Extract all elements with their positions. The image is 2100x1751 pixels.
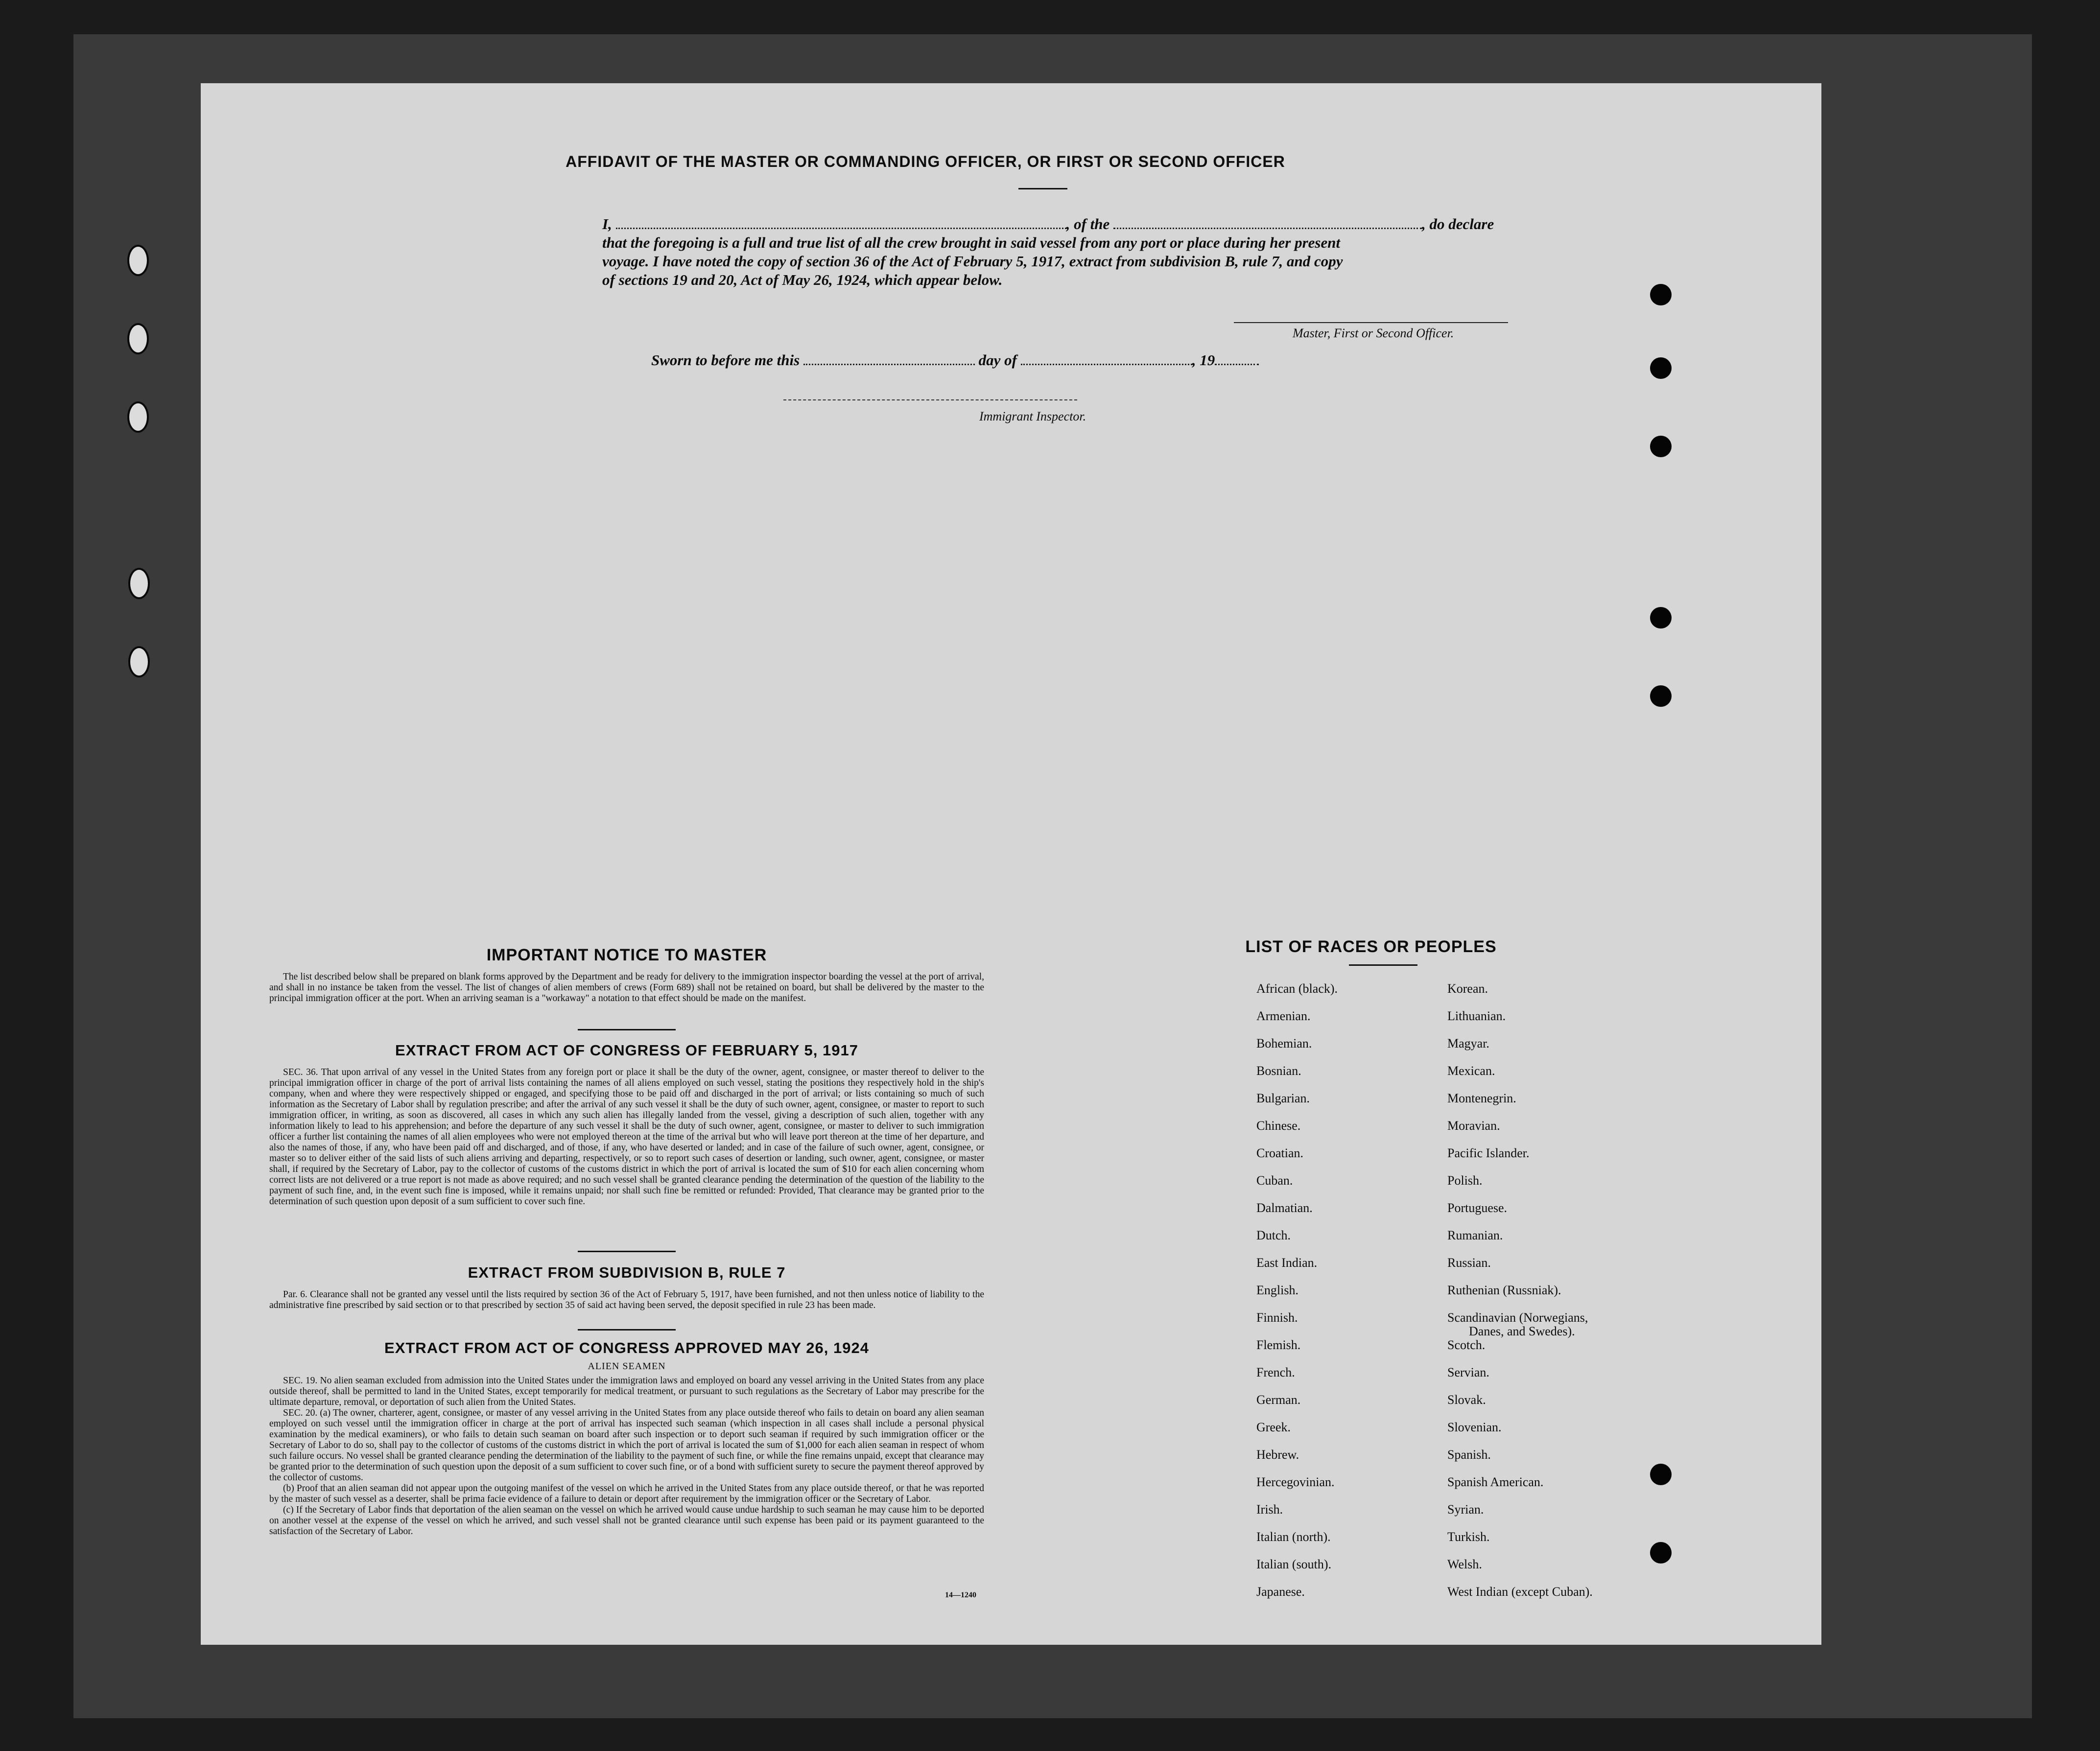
title-underline xyxy=(1018,188,1067,189)
sec-20c-paragraph: (c) If the Secretary of Labor finds that deportation of the alien seaman on the vessel on which he arrived would cause undue hardship to such seaman he may cause him to be deported on another vessel at the expense of the vessel on which he arrived, and such vessel shall not be granted clearance until such expense has been paid or its payment guaranteed to the satisfaction of the Secretary of Labor. xyxy=(269,1505,984,1537)
punch-hole xyxy=(1650,607,1672,629)
manifest-page xyxy=(201,83,1821,1645)
race-item: Russian. xyxy=(1447,1256,1491,1270)
race-item: Ruthenian (Russniak). xyxy=(1447,1283,1561,1297)
i-label: I, xyxy=(602,215,612,233)
race-item: Bosnian. xyxy=(1256,1064,1301,1078)
punch-hole xyxy=(1650,357,1672,379)
day-of-label: day of xyxy=(978,351,1017,369)
section-divider xyxy=(578,1029,676,1030)
sworn-label: Sworn to before me this xyxy=(651,351,800,369)
month-blank[interactable] xyxy=(1021,352,1192,365)
form-number: 14—1240 xyxy=(945,1591,976,1599)
affidavit-line-1: that the foregoing is a full and true list of all the crew brought in said vessel from any port or place during her present xyxy=(602,234,1341,251)
binder-hole xyxy=(128,646,150,677)
affidavit-declaration-line xyxy=(602,215,1494,233)
name-blank[interactable] xyxy=(616,216,1066,229)
race-item: Slovenian. xyxy=(1447,1420,1502,1434)
alien-seamen-subtitle: ALIEN SEAMEN xyxy=(588,1361,666,1372)
par-6-paragraph: Par. 6. Clearance shall not be granted any vessel until the lists required by section 36 of the Act of February 5, 1917, have been furnished, and not then unless notice of liability to the administrative fine prescribed by said section or to that prescribed by section 35 of said act having been served, the deposit specified in rule 23 has been made. xyxy=(269,1289,984,1310)
extract-1917-text xyxy=(269,1067,984,1207)
race-item: Finnish. xyxy=(1256,1310,1298,1325)
race-item: Chinese. xyxy=(1256,1119,1301,1133)
affidavit-title: AFFIDAVIT OF THE MASTER OR COMMANDING OFFICER, OR FIRST OR SECOND OFFICER xyxy=(566,153,1285,170)
binder-hole xyxy=(127,401,149,433)
race-item: Armenian. xyxy=(1256,1009,1311,1023)
inspector-signature-label: Immigrant Inspector. xyxy=(979,409,1086,423)
master-signature-line[interactable] xyxy=(1234,322,1508,323)
race-item: Slovak. xyxy=(1447,1393,1486,1407)
race-item: Rumanian. xyxy=(1447,1228,1503,1242)
race-item: Irish. xyxy=(1256,1502,1283,1517)
race-item: African (black). xyxy=(1256,981,1338,996)
race-item: Greek. xyxy=(1256,1420,1291,1434)
sec-19-paragraph: SEC. 19. No alien seaman excluded from admission into the United States under the immigration laws and employed on board any vessel arriving in the United States from any place outside thereof, shall be permitted to land in the United States, except temporarily for medical treatment, or pursuant to such regulations as the Secretary of Labor may prescribe for the ultimate departure, removal, or deportation of such alien from the United States. xyxy=(269,1376,984,1407)
race-item: Montenegrin. xyxy=(1447,1091,1516,1105)
race-item: Scandinavian (Norwegians, xyxy=(1447,1310,1588,1325)
race-item: German. xyxy=(1256,1393,1301,1407)
race-item: Bohemian. xyxy=(1256,1036,1312,1051)
race-item: Korean. xyxy=(1447,981,1488,996)
year-blank[interactable] xyxy=(1215,352,1259,365)
race-item: Scotch. xyxy=(1447,1338,1486,1352)
race-item: Dalmatian. xyxy=(1256,1201,1313,1215)
do-declare-label: , do declare xyxy=(1422,215,1494,233)
race-item: Bulgarian. xyxy=(1256,1091,1310,1105)
binder-hole xyxy=(127,323,149,354)
vessel-blank[interactable] xyxy=(1113,216,1422,229)
race-item: Syrian. xyxy=(1447,1502,1484,1517)
extract-1917-title: EXTRACT FROM ACT OF CONGRESS OF FEBRUARY 5, 1917 xyxy=(395,1042,858,1059)
race-item: Japanese. xyxy=(1256,1585,1305,1599)
sworn-date-blank[interactable] xyxy=(803,352,975,365)
punch-hole xyxy=(1650,1464,1672,1485)
sec-20a-paragraph: SEC. 20. (a) The owner, charterer, agent, consignee, or master of any vessel arriving in the United States from any place outside thereof who fails to detain on board any alien seaman employed on such vessel until the immigration officer in charge at the port of arrival has inspected such seaman (which inspection in all cases shall include a personal physical examination by the medical examiners), or who fails to detain such seaman on board after such inspection or to deport such seaman if required by such immigration officer or the Secretary of Labor to do so, shall pay to the collector of customs of the customs district in which the port of arrival is located the sum of $1,000 for each alien seaman in respect of whom such failure occurs. No vessel shall be granted clearance pending the determination of the liability to the payment of such fine, or while the fine remains unpaid, except that clearance may be granted prior to the determination of such question upon the deposit of a sum sufficient to cover such fine, or of a bond with sufficient surety to secure the payment thereof approved by the collector of customs. xyxy=(269,1408,984,1483)
extract-1924-title: EXTRACT FROM ACT OF CONGRESS APPROVED MAY 26, 1924 xyxy=(384,1339,869,1356)
race-item: Magyar. xyxy=(1447,1036,1489,1051)
binder-hole xyxy=(128,568,150,599)
race-item: Mexican. xyxy=(1447,1064,1495,1078)
punch-hole xyxy=(1650,1542,1672,1564)
race-item: Lithuanian. xyxy=(1447,1009,1506,1023)
race-item: Dutch. xyxy=(1256,1228,1291,1242)
race-item: Pacific Islander. xyxy=(1447,1146,1530,1160)
section-divider xyxy=(578,1251,676,1252)
race-item: Spanish American. xyxy=(1447,1475,1544,1489)
race-item: Polish. xyxy=(1447,1173,1483,1188)
race-item: Turkish. xyxy=(1447,1530,1490,1544)
race-item: Hebrew. xyxy=(1256,1447,1299,1462)
year-label: , 19 xyxy=(1192,351,1215,369)
notice-text xyxy=(269,972,984,1004)
rule-7-title: EXTRACT FROM SUBDIVISION B, RULE 7 xyxy=(468,1264,786,1281)
race-item: English. xyxy=(1256,1283,1298,1297)
affidavit-line-2: voyage. I have noted the copy of section 36 of the Act of February 5, 1917, extract from subdivision B, rule 7, and copy xyxy=(602,253,1343,270)
extract-1924-text xyxy=(269,1376,984,1537)
notice-title: IMPORTANT NOTICE TO MASTER xyxy=(486,946,767,964)
sec-20b-paragraph: (b) Proof that an alien seaman did not appear upon the outgoing manifest of the vessel on which he arrived in the United States from any place outside thereof, or that he was reported by the master of such vessel as a deserter, shall be prima facie evidence of a failure to detain or deport after requirement by the immigration officer or the Secretary of Labor. xyxy=(269,1483,984,1504)
notice-paragraph: The list described below shall be prepared on blank forms approved by the Department and be ready for delivery to the immigration inspector boarding the vessel at the port of arrival, and shall in no instance be taken from the vessel. The list of changes of alien members of crews (Form 689) shall not be retained on board, but shall be delivered by the master to the principal immigration officer at the port. When an arriving seaman is a "workaway" a notation to that effect should be made on the manifest. xyxy=(269,972,984,1004)
binder-hole xyxy=(127,245,149,276)
section-divider xyxy=(578,1329,676,1331)
rule-7-text xyxy=(269,1289,984,1311)
race-item: Croatian. xyxy=(1256,1146,1304,1160)
race-item: Hercegovinian. xyxy=(1256,1475,1335,1489)
section-36-paragraph: SEC. 36. That upon arrival of any vessel in the United States from any foreign port or place it shall be the duty of the owner, agent, consignee, or master thereof to deliver to the principal immigration officer in charge of the port of arrival lists containing the names of all aliens employed on such vessel, stating the positions they respectively hold in the ship's company, when and where they were respectively shipped or engaged, and specifying those to be paid off and discharged in the port of arrival; or lists containing so much of such information as the Secretary of Labor shall by regulation prescribe; and after the arrival of any such vessel it shall be the duty of such owner, agent, consignee, or master to report to such immigration officer, in writing, as soon as discovered, all cases in which any such alien has illegally landed from the vessel, giving a description of such alien, together with any information likely to lead to his apprehension; and before the departure of any such vessel it shall be the duty of such owner, agent, consignee, or master to deliver to such immigration officer a further list containing the names of all alien employees who were not employed thereon at the time of the arrival but who will leave port thereon at the time of her departure, and also the names of those, if any, who have been paid off and discharged, and of those, if any, who have deserted or landed; and in case of the failure of such owner, agent, consignee, or master so to deliver either of the said lists of such aliens arriving and departing, respectively, or so to report such cases of desertion or landing, such owner, agent, consignee, or master shall, if required by the Secretary of Labor, pay to the collector of customs of the customs district in which the port of arrival is located the sum of $10 for each alien concerning whom correct lists are not delivered or a true report is not made as above required; and no such vessel shall be granted clearance pending the determination of the question of the liability to the payment of such fine, and, in the event such fine is imposed, while it remains unpaid; nor shall such fine be remitted or refunded: Provided, That clearance may be granted prior to the determination of such question upon deposit of a sum sufficient to cover such fine. xyxy=(269,1067,984,1207)
race-item: Moravian. xyxy=(1447,1119,1500,1133)
race-item: Danes, and Swedes). xyxy=(1469,1324,1575,1338)
race-item: East Indian. xyxy=(1256,1256,1318,1270)
race-item: Italian (south). xyxy=(1256,1557,1332,1571)
race-item: Italian (north). xyxy=(1256,1530,1331,1544)
races-title-underline xyxy=(1349,964,1417,966)
races-title: LIST OF RACES OR PEOPLES xyxy=(1245,937,1497,956)
race-item: French. xyxy=(1256,1365,1295,1379)
race-item: Welsh. xyxy=(1447,1557,1482,1571)
affidavit-line-3: of sections 19 and 20, Act of May 26, 1924, which appear below. xyxy=(602,271,1003,288)
race-item: Flemish. xyxy=(1256,1338,1301,1352)
punch-hole xyxy=(1650,284,1672,305)
race-item: West Indian (except Cuban). xyxy=(1447,1585,1593,1599)
of-the-label: , of the xyxy=(1066,215,1110,233)
master-signature-label: Master, First or Second Officer. xyxy=(1293,326,1454,340)
inspector-signature-line[interactable] xyxy=(783,399,1077,400)
race-item: Portuguese. xyxy=(1447,1201,1508,1215)
punch-hole xyxy=(1650,685,1672,707)
punch-hole xyxy=(1650,436,1672,457)
race-item: Spanish. xyxy=(1447,1447,1491,1462)
race-item: Servian. xyxy=(1447,1365,1489,1379)
sworn-line xyxy=(651,351,1259,369)
race-item: Cuban. xyxy=(1256,1173,1293,1188)
